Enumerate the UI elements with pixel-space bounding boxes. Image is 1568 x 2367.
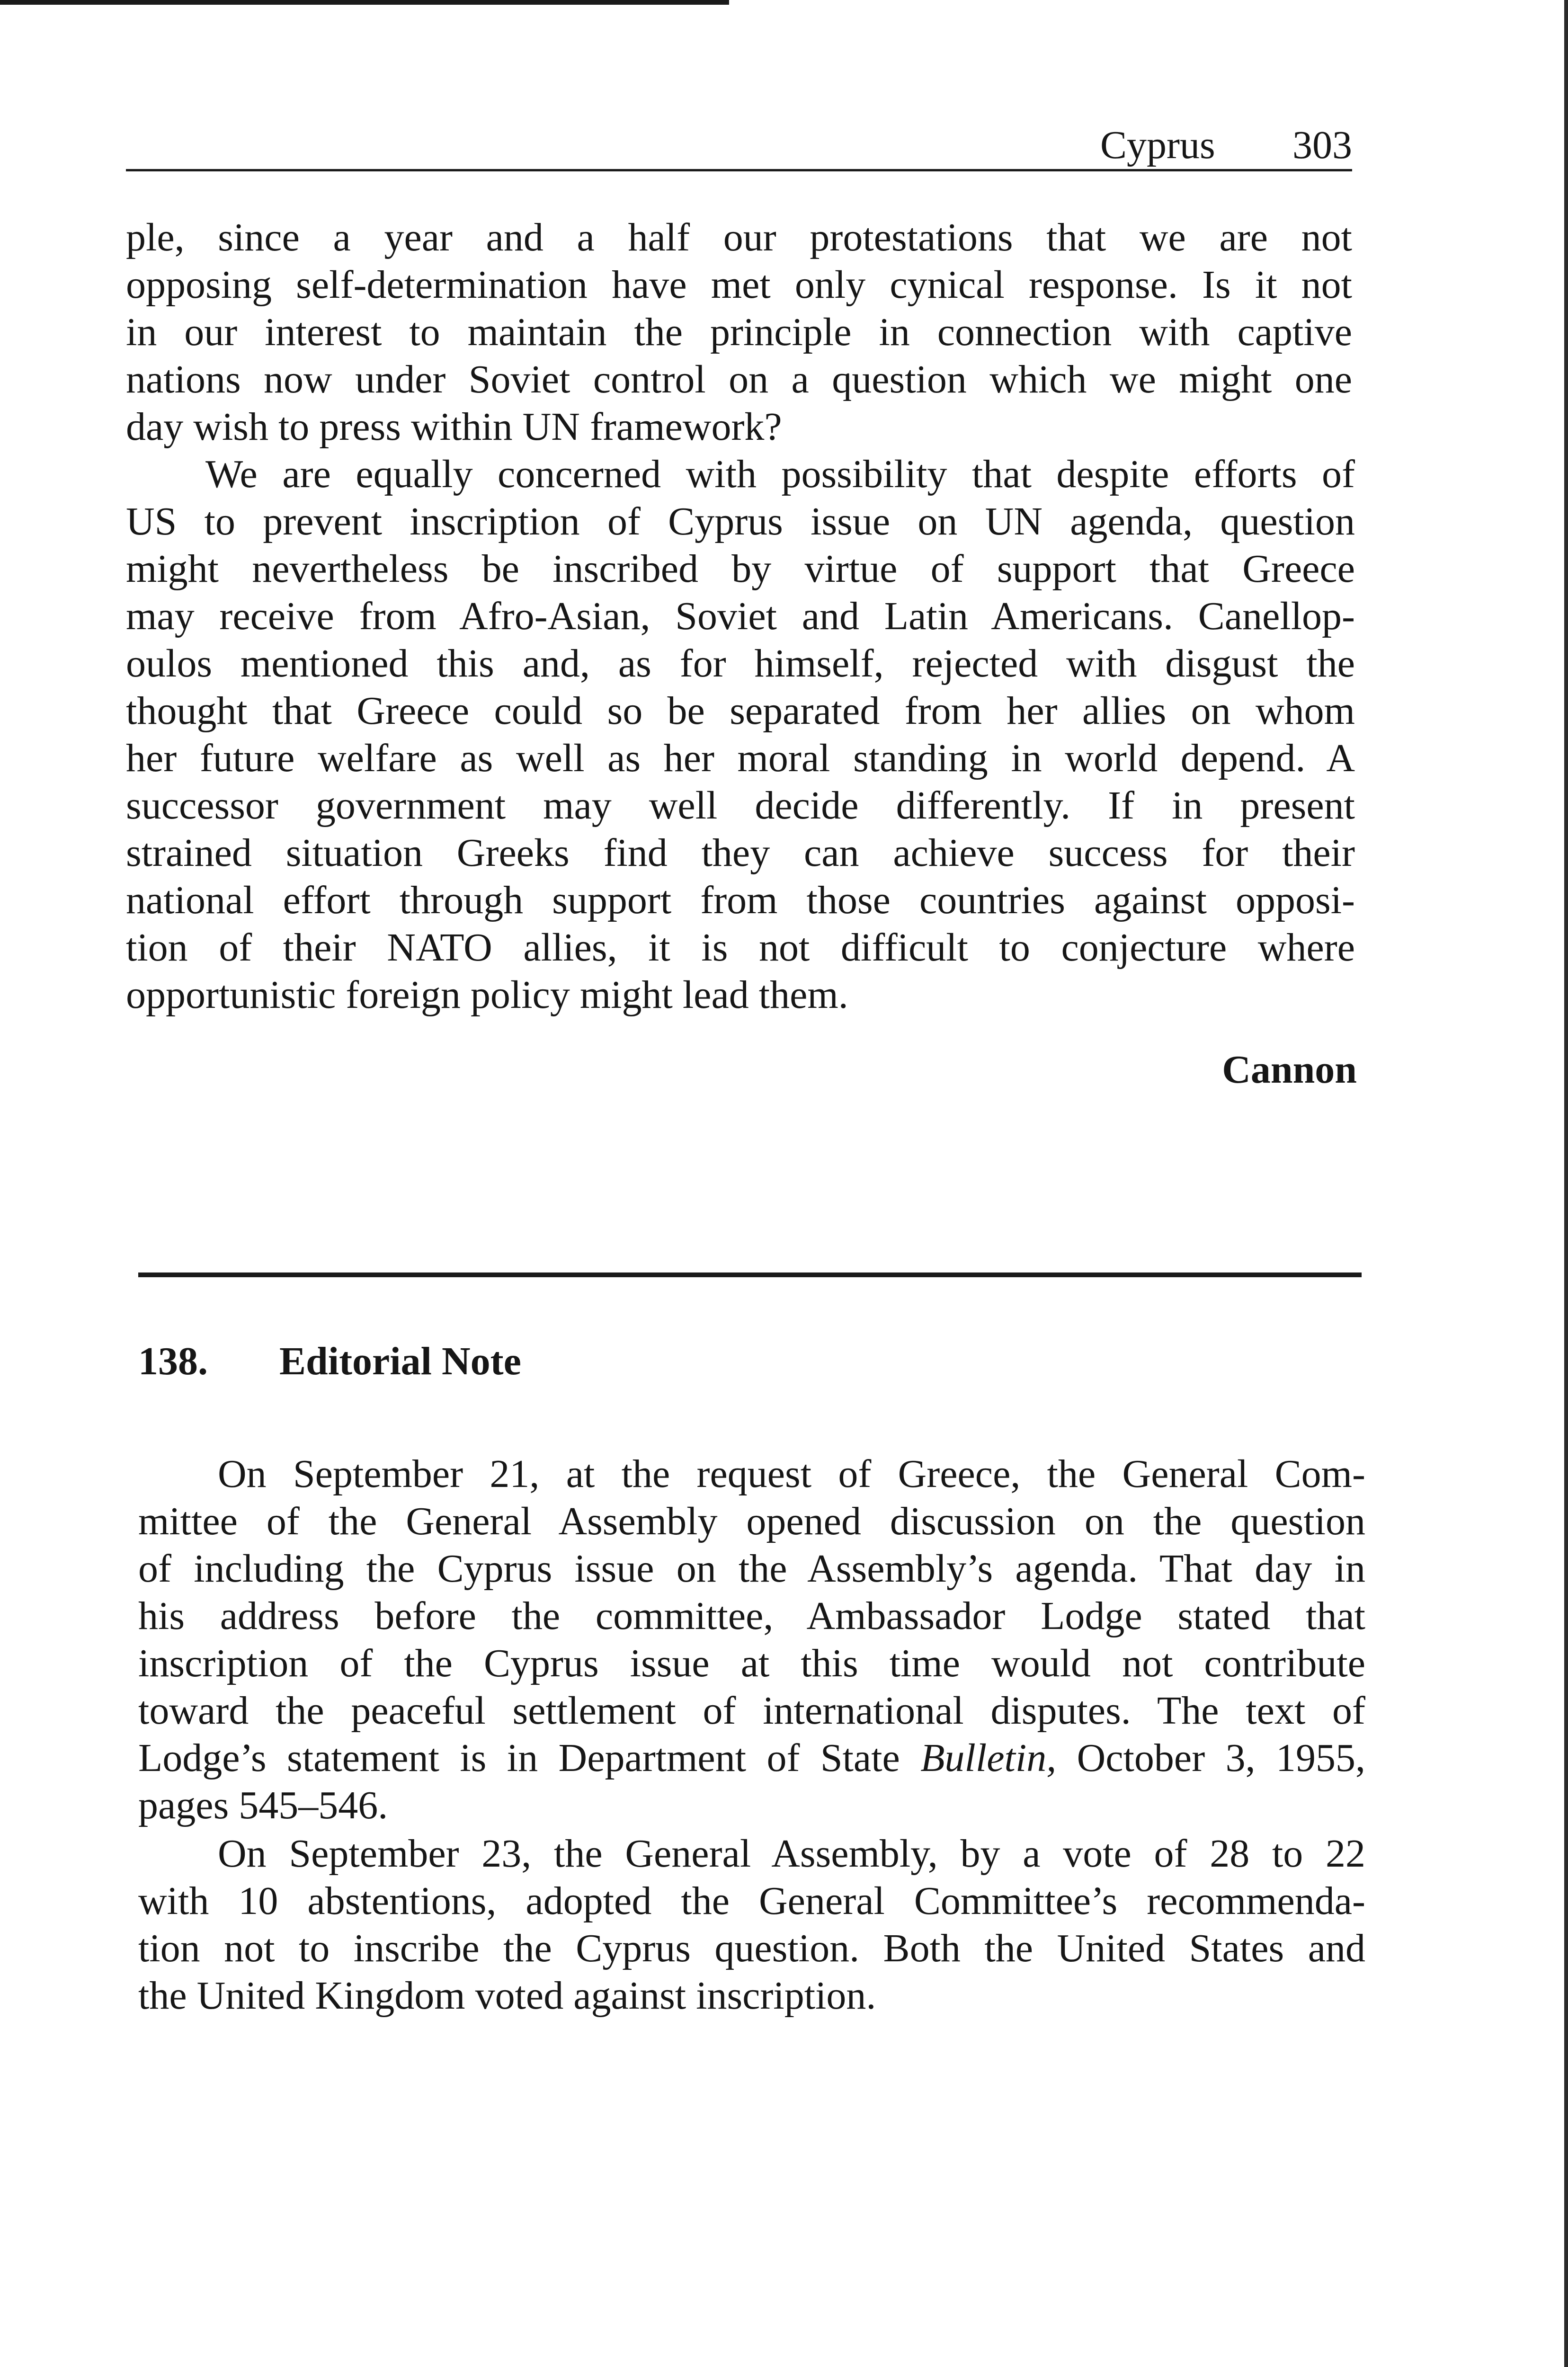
text-line-citation [138,1735,1365,1782]
text-line: tion of their NATO allies, it is not difficult to conjecture where [126,925,1355,970]
text-line: oulos mentioned this and, as for himself, rejected with disgust the [126,641,1355,685]
text-line: the United Kingdom voted against inscription. [138,1974,876,2018]
citation-date: October 3, 1955, [1056,1736,1365,1780]
text-line: in our interest to maintain the principle in connection with captive [126,310,1352,354]
text-line: tion not to inscribe the Cyprus question. Both the United States and [138,1926,1365,1970]
text-line: her future welfare as well as her moral standing in world depend. A [126,736,1355,780]
text-line: We are equally concerned with possibility that despite efforts of [205,452,1355,496]
document-title: Editorial Note [279,1339,521,1383]
text-line: national effort through support from those countries against opposi- [126,878,1355,922]
signature: Cannon [1222,1048,1357,1092]
document-number: 138. [138,1339,208,1383]
text-line: might nevertheless be inscribed by virtue of support that Greece [126,547,1355,591]
paragraph-self-determination [126,214,1352,451]
text-line: toward the peaceful settlement of international disputes. The text of [138,1689,1365,1733]
running-head [126,119,1352,171]
text-line: ple, since a year and a half our protestations that we are not [126,215,1352,259]
text-line: may receive from Afro-Asian, Soviet and Latin Americans. Canellop- [126,594,1355,638]
text-line: opportunistic foreign policy might lead them. [126,973,848,1017]
text-line: pages 545–546. [138,1783,388,1827]
text-line: On September 23, the General Assembly, by a vote of 28 to 22 [218,1832,1365,1876]
page-edge [1564,0,1568,2367]
page-top-rule [0,0,729,5]
paragraph-general-committee [138,1450,1365,1829]
text-line: On September 21, at the request of Greece, the General Com- [218,1452,1365,1496]
text-line: strained situation Greeks find they can achieve success for their [126,831,1355,875]
text-line: with 10 abstentions, adopted the General Committee’s recommenda- [138,1879,1365,1923]
text-line: inscription of the Cyprus issue at this time would not contribute [138,1641,1365,1685]
text-line: US to prevent inscription of Cyprus issue on UN agenda, question [126,499,1355,543]
text-line: mittee of the General Assembly opened discussion on the question [138,1499,1365,1543]
text-line: thought that Greece could so be separated from her allies on whom [126,689,1355,733]
text-line: successor government may well decide differently. If in present [126,783,1355,828]
paragraph-vote-result [138,1830,1365,2020]
page-number: 303 [1292,123,1352,167]
citation-text: Lodge’s statement is in Department of State [138,1736,921,1780]
text-line: day wish to press within UN framework? [126,405,782,449]
text-line: opposing self-determination have met only cynical response. Is it not [126,263,1352,307]
text-line: of including the Cyprus issue on the Assembly’s agenda. That day in [138,1547,1365,1591]
paragraph-inscription-concern [126,451,1355,1019]
publication-title: Bulletin, [920,1736,1057,1780]
running-head-title: Cyprus [1100,123,1215,167]
section-divider [138,1272,1362,1277]
text-line: his address before the committee, Ambassador Lodge stated that [138,1594,1365,1638]
text-line: nations now under Soviet control on a question which we might one [126,357,1352,401]
